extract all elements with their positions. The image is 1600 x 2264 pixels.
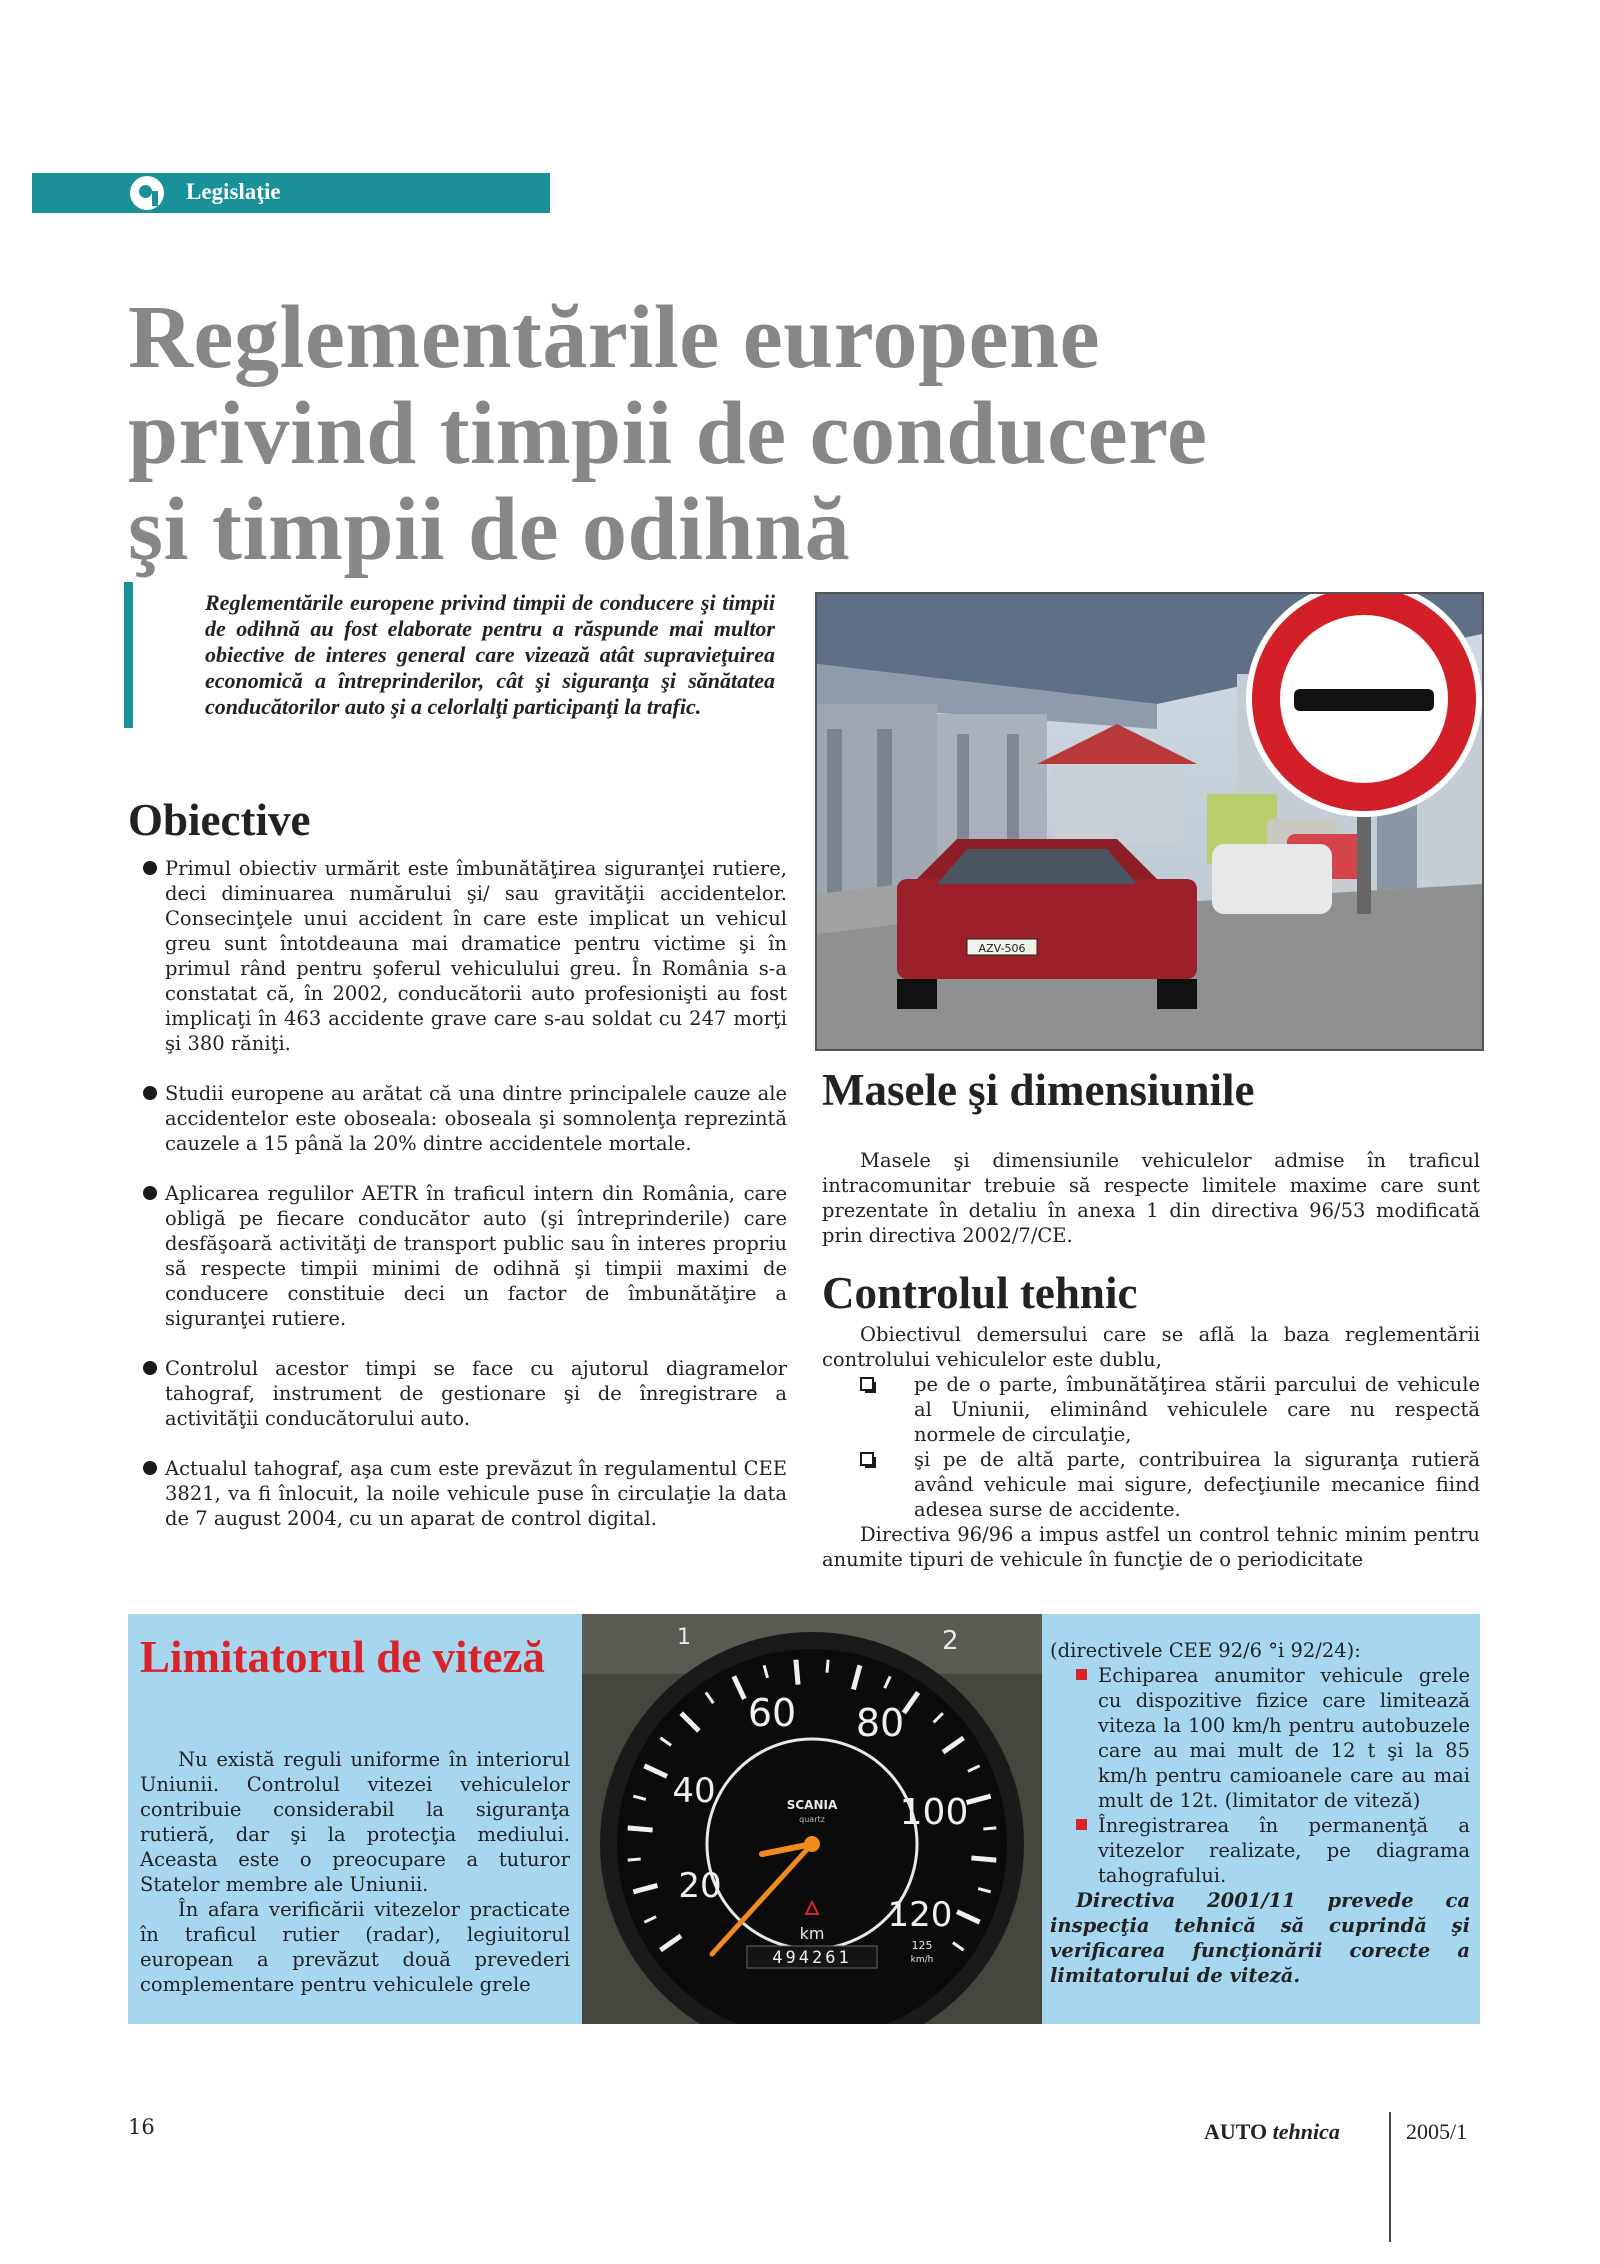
bullet-icon bbox=[143, 1361, 157, 1375]
list-item: Echiparea anumitor vehicule grele cu dispozitive fizice care limitează viteza la 100 km/h pentru autobuzele care au mai mult de 12 t şi la 85 km/h pentru camioanele care au mai mult de 12t. (limitator de viteză) bbox=[1050, 1663, 1470, 1813]
limitator-list bbox=[1050, 1663, 1470, 1888]
gauge-number-40: 40 bbox=[672, 1771, 716, 1811]
heading-control: Controlul tehnic bbox=[822, 1268, 1138, 1318]
mase-text: Masele şi dimensiunile vehiculelor admise în traficul intracomunitar trebuie să respecte limitele maxime care sunt prezentate în detaliu în anexa 1 din directiva 96/53 modificată prin directiva 2002/7/CE. bbox=[822, 1149, 1480, 1247]
limitator-continuation: (directivele CEE 92/6 °i 92/24): bbox=[1050, 1639, 1361, 1662]
title-line-3: şi timpii de odihnă bbox=[128, 480, 851, 579]
gauge-number-100: 100 bbox=[899, 1792, 969, 1833]
control-text: Obiectivul demersului care se află la baza reglementării controlului vehiculelor este dublu, pe de o parte, îmbunătăţirea stării parcului de vehicule al Uniunii, eliminând vehiculele care nu respectă normele de circulaţie, şi pe de altă parte, contribuirea la siguranţa rutieră având vehicule mai sigure, defecţiunile mecanice fiind adesea surse de accidente. Directiva 96/96 a impus astfel un control tehnic minim pentru anumite tipuri de vehicule în funcţie de o periodicitate bbox=[822, 1323, 1480, 1571]
list-item: Înregistrarea în permanenţă a vitezelor realizate, pe diagrama tahografului. bbox=[1050, 1813, 1470, 1888]
lead-accent-bar bbox=[124, 582, 133, 728]
limitator-heading: Limitatorul de viteză bbox=[140, 1632, 545, 1682]
bullet-icon bbox=[143, 1086, 157, 1100]
limitator-text-right bbox=[1050, 1638, 1470, 1988]
list-item: Studii europene au arătat că una dintre principalele cauze ale accidentelor este oboseala: oboseala şi somnolenţa reprezintă cauzele a 15 până la 20% dintre accidentele mortale. bbox=[165, 1081, 787, 1156]
bullet-icon bbox=[143, 1186, 157, 1200]
gauge-number-20: 20 bbox=[678, 1866, 722, 1906]
bullet-icon bbox=[143, 861, 157, 875]
border-crossing-photo bbox=[815, 592, 1484, 1051]
gauge-tick bbox=[827, 1660, 828, 1673]
list-item: Primul obiectiv urmărit este îmbunătăţirea siguranţei rutiere, deci diminuarea numărului şi/ sau gravităţii accidentelor. Consecinţele unui accident în care este implicat un vehicul greu sunt întotdeauna mai dramatice pentru victime şi în primul rând pentru şoferul vehiculului greu. În România s-a constatat că, în 2002, conducătorii auto profesionişti au fost implicaţi în 463 accidente grave care s-au soldat cu 247 morţi şi 380 răniţi. bbox=[165, 856, 787, 1056]
list-item: Controlul acestor timpi se face cu ajutorul diagramelor tahograf, instrument de gestionare şi de înregistrare a activităţii conducătorului auto. bbox=[165, 1356, 787, 1431]
speedometer-illustration bbox=[582, 1614, 1042, 2024]
limitator-text-left: Nu există reguli uniforme în interiorul Uniunii. Controlul vitezei vehiculelor contribuie considerabil la siguranţa rutieră, dar şi la protecţia mediului. Aceasta este o preocupare a tuturor Statelor membre ale Uniunii. În afara verificării vitezelor practicate în traficul rutier (radar), legiuitorul european a prevăzut două prevederi complementare pentru vehiculele grele bbox=[140, 1748, 570, 1996]
article-title bbox=[128, 290, 1528, 578]
list-item: Aplicarea regulilor AETR în traficul intern din România, care obligă pe fiecare conducător auto (şi întreprinderile) care desfăşoară activităţi de transport public sau în interes propriu să respecte timpii minimi de odihnă şi timpii maximi de conducere constituie deci un factor de îmbunătăţire a siguranţei rutiere. bbox=[165, 1181, 787, 1331]
checkbox-bullet-icon bbox=[860, 1377, 874, 1391]
red-square-bullet-icon bbox=[1076, 1669, 1087, 1680]
heading-mase: Masele şi dimensiunile bbox=[822, 1065, 1255, 1115]
gauge-tick bbox=[628, 1859, 641, 1860]
list-item: şi pe de altă parte, contribuirea la siguranţa rutieră având vehicule mai sigure, defecţiunile mecanice fiind adesea surse de accidente. bbox=[822, 1447, 1480, 1522]
gauge-max-unit: km/h bbox=[910, 1955, 934, 1965]
lead-paragraph: Reglementările europene privind timpii de conducere şi timpii de odihnă au fost elaborate pentru a răspunde mai multor obiective de interes general care vizează atât supravieţuirea economică a întreprinderilor, cât şi siguranţa şi sănătatea conducătorilor auto şi a celorlalţi participanţi la trafic. bbox=[205, 590, 775, 719]
gauge-unit: km bbox=[799, 1924, 825, 1943]
license-plate: AZV-506 bbox=[978, 942, 1026, 955]
gauge-brand: SCANIA bbox=[786, 1798, 838, 1812]
gauge-corner-right: 2 bbox=[942, 1626, 959, 1656]
gauge-corner-left: 1 bbox=[677, 1625, 691, 1650]
section-logo-icon bbox=[130, 176, 164, 210]
footer-divider bbox=[1389, 2112, 1391, 2242]
red-square-bullet-icon bbox=[1076, 1819, 1087, 1830]
gauge-tick bbox=[628, 1828, 653, 1830]
title-line-1: Reglementările europene bbox=[128, 288, 1101, 387]
heading-obiective: Obiective bbox=[128, 795, 311, 845]
gauge-number-60: 60 bbox=[747, 1691, 797, 1735]
checkbox-bullet-icon bbox=[860, 1452, 874, 1466]
gauge-tick bbox=[971, 1858, 996, 1860]
gauge-odometer: 494261 bbox=[772, 1948, 852, 1968]
obiective-list bbox=[165, 856, 787, 1556]
gauge-number-80: 80 bbox=[855, 1701, 905, 1745]
gauge-tick bbox=[983, 1828, 996, 1829]
section-label: Legislaţie bbox=[186, 179, 281, 204]
limitator-note: Directiva 2001/11 prevede ca inspecţia tehnică să cuprindă şi verificarea funcţionării corecte a limitatorului de viteză. bbox=[1050, 1889, 1470, 1987]
gauge-max: 125 bbox=[911, 1939, 933, 1952]
journal-name: AUTO tehnica bbox=[1204, 2119, 1340, 2144]
list-item: pe de o parte, îmbunătăţirea stării parcului de vehicule al Uniunii, eliminând vehiculele care nu respectă normele de circulaţie, bbox=[822, 1372, 1480, 1447]
issue-number: 2005/1 bbox=[1406, 2119, 1468, 2144]
section-bar bbox=[32, 173, 550, 213]
gauge-number-120: 120 bbox=[887, 1895, 953, 1935]
speedometer-photo bbox=[582, 1614, 1042, 2024]
list-item: Actualul tahograf, aşa cum este prevăzut în regulamentul CEE 3821, va fi înlocuit, la noile vehicule puse în circulaţie la data de 7 august 2004, cu un aparat de control digital. bbox=[165, 1456, 787, 1531]
border-crossing-illustration bbox=[817, 594, 1482, 1049]
page-number: 16 bbox=[128, 2115, 155, 2139]
gauge-subbrand: quartz bbox=[799, 1815, 825, 1824]
bullet-icon bbox=[143, 1461, 157, 1475]
title-line-2: privind timpii de conducere bbox=[128, 384, 1208, 483]
control-list bbox=[822, 1372, 1480, 1522]
gauge-tick bbox=[796, 1660, 798, 1685]
